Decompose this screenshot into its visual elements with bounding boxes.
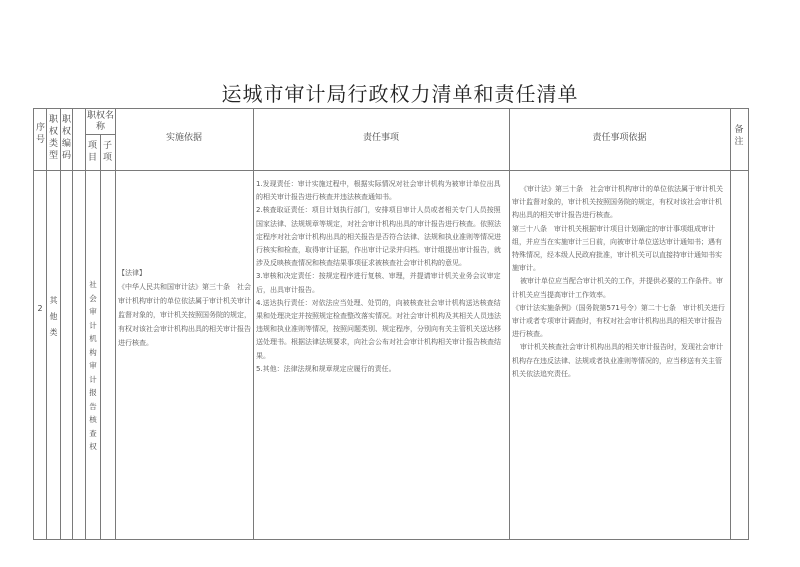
duty-basis-item: 《审计法》第三十条 社会审计机构审计的单位依法属于审计机关审计监督对象的，审计机关按照国务院的规定，有权对该社会审计机构出具的相关审计报告进行核查。: [512, 185, 723, 220]
duty-item: 5.其他：法律法规和规章规定应履行的责任。: [256, 364, 396, 373]
duty-basis-item: 被审计单位应当配合审计机关的工作，并提供必要的工作条件。审计机关应当提高审计工作效率。: [512, 277, 723, 299]
duty-item: 2.核查取证责任：项目计划执行部门，安排项目审计人员或者相关专门人员按照国家法律、法规规章等规定，对社会审计机构出具的审计报告进行核查。依照法定程序对社会审计机构出具的相关报告是否符合法律、法规和执业准则等情况进行核实和检查，取得审计证据，作出审计记录并归档。审计组提出审计报告，就涉及反映核查情况和核查结果事项征求被核查社会审计机构的意见。: [256, 206, 501, 268]
header-item: 项目: [88, 141, 98, 163]
duty-item: 3.审核和决定责任：按规定程序进行复核、审理，并提请审计机关业务会议审定后，出具审计报告。: [256, 272, 501, 294]
power-list-table: [33, 108, 749, 540]
row-item-name: 社会审计机构审计报告核查权: [89, 280, 97, 451]
row-duty-basis: [512, 183, 728, 381]
page-title: 运城市审计局行政权力清单和责任清单: [221, 82, 579, 106]
row-duty-list: [256, 178, 507, 376]
duty-item: 1.发现责任：审计实施过程中，根据实际情况对社会审计机构为被审计单位出具的相关审计报告进行核查并违法核查通知书。: [256, 180, 501, 202]
header-duty-basis: 责任事项依据: [592, 133, 647, 143]
row-type: 其他类: [49, 296, 58, 337]
header-name: 职权名称: [87, 111, 115, 132]
row-basis: [118, 266, 251, 350]
duty-basis-item: 第三十八条 审计机关根据审计项目计划确定的审计事项组成审计组，并应当在实施审计三日前，向被审计单位送达审计通知书；遇有特殊情况，经本级人民政府批准，审计机关可以直接持审计通知书实施审计。: [512, 224, 722, 273]
duty-basis-item: 《审计法实施条例》（国务院第571号令）第二十七条 审计机关进行审计或者专项审计调查时，有权对社会审计机构出具的相关审计报告进行核查。: [512, 303, 725, 339]
header-basis: 实施依据: [165, 133, 202, 143]
header-remark: 备注: [734, 125, 744, 147]
header-duty: 责任事项: [362, 133, 399, 143]
row-seq: 2: [37, 304, 43, 313]
basis-tag: 【法律】: [118, 269, 146, 277]
basis-text: 《中华人民共和国审计法》第三十条 社会审计机构审计的单位依法属于审计机关审计监督对象的，审计机关按照国务院的规定，有权对该社会审计机构出具的相关审计报告进行核查。: [118, 283, 251, 347]
header-seq: 序号: [36, 123, 46, 145]
duty-basis-item: 审计机关核查社会审计机构出具的相关审计报告时，发现社会审计机构存在违反法律、法规或者执业准则等情况的，应当移送有关主管机关依法追究责任。: [512, 343, 723, 378]
header-subitem: 子项: [103, 141, 113, 163]
duty-item: 4.送达执行责任：对依法应当处理、处罚的，向被核查社会审计机构送达核查结果和处理决定并按照规定检查整改落实情况。对社会审计机构及其相关人员违法违规和执业准则等情况，按照问题类别、规定程序，分别向有关主管机关送达移送处理书。根据法律法规要求，向社会公布对社会审计机构相关审计报告核查结果。: [256, 298, 501, 360]
header-type: 职权类型: [49, 115, 59, 161]
header-code: 职权编码: [62, 115, 72, 161]
